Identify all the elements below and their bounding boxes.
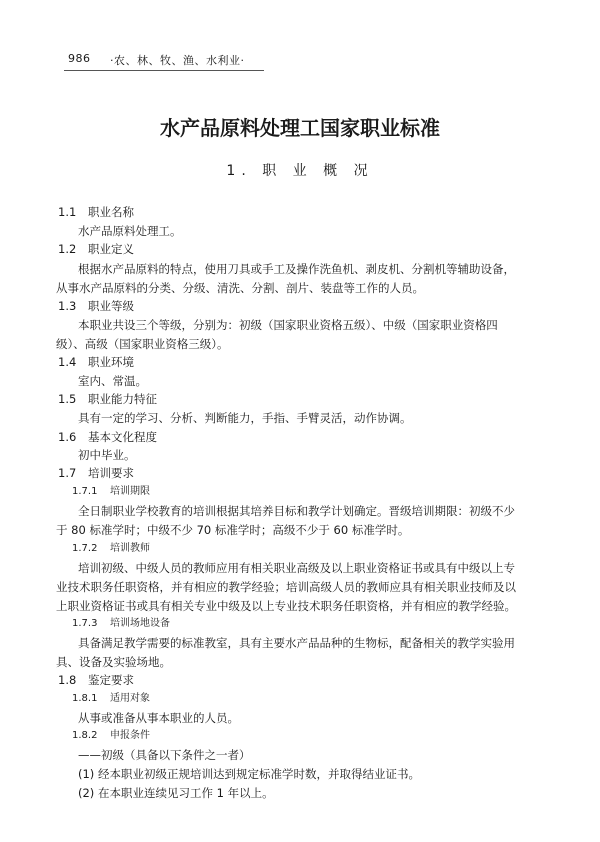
paragraph: 具备满足教学需要的标准教室，具有主要水产品品种的生物标，配备相关的教学实验用 bbox=[78, 636, 515, 650]
paragraph: 水产品原料处理工。 bbox=[78, 224, 182, 238]
paragraph: 根据水产品原料的特点，使用刀具或手工及操作洗鱼机、剥皮机、分割机等辅助设备， bbox=[78, 262, 515, 276]
heading-1-8: 1.8 鉴定要求 bbox=[58, 673, 134, 687]
heading-1-4: 1.4 职业环境 bbox=[58, 355, 134, 369]
paragraph-cont: 具、设备及实验场地。 bbox=[56, 655, 171, 669]
heading-1-7: 1.7 培训要求 bbox=[58, 466, 134, 480]
paragraph-cont: 业技术职务任职资格，并有相应的教学经验；培训高级人员的教师应具有相关职业技师及以 bbox=[56, 580, 516, 594]
page-number: 986 bbox=[68, 52, 91, 65]
paragraph-cont: 上职业资格证书或具有相关专业中级及以上专业技术职务任职资格，并有相应的教学经验。 bbox=[56, 599, 516, 613]
paragraph-cont: 于 80 标准学时；中级不少 70 标准学时；高级不少于 60 标准学时。 bbox=[56, 523, 410, 537]
heading-1-8-1: 1.8.1 适用对象 bbox=[72, 693, 150, 704]
list-item: (1) 经本职业初级正规培训达到规定标准学时数，并取得结业证书。 bbox=[78, 767, 420, 781]
heading-1-6: 1.6 基本文化程度 bbox=[58, 430, 157, 444]
paragraph: 从事或准备从事本职业的人员。 bbox=[78, 711, 239, 725]
paragraph: 培训初级、中级人员的教师应用有相关职业高级及以上职业资格证书或具有中级以上专 bbox=[78, 561, 515, 575]
running-title: ·农、林、牧、渔、水利业· bbox=[110, 54, 245, 67]
paragraph: 初中毕业。 bbox=[78, 448, 136, 462]
heading-1-8-2: 1.8.2 申报条件 bbox=[72, 730, 150, 741]
paragraph: ——初级（具备以下条件之一者） bbox=[78, 748, 251, 762]
heading-1-2: 1.2 职业定义 bbox=[58, 242, 134, 256]
paragraph-cont: 级）、高级（国家职业资格三级）。 bbox=[56, 337, 229, 351]
heading-1-7-2: 1.7.2 培训教师 bbox=[72, 543, 150, 554]
paragraph-cont: 从事水产品原料的分类、分级、清洗、分割、剖片、装盘等工作的人员。 bbox=[56, 281, 424, 295]
heading-1-3: 1.3 职业等级 bbox=[58, 299, 134, 313]
document-title: 水产品原料处理工国家职业标准 bbox=[160, 116, 440, 140]
paragraph: 本职业共设三个等级，分别为：初级（国家职业资格五级）、中级（国家职业资格四 bbox=[78, 318, 498, 332]
heading-1-7-3: 1.7.3 培训场地设备 bbox=[72, 618, 170, 629]
heading-1-1: 1.1 职业名称 bbox=[58, 205, 134, 219]
paragraph: 室内、常温。 bbox=[78, 374, 147, 388]
paragraph: 具有一定的学习、分析、判断能力，手指、手臂灵活，动作协调。 bbox=[78, 411, 412, 425]
heading-1-7-1: 1.7.1 培训期限 bbox=[72, 486, 150, 497]
paragraph: 全日制职业学校教育的培训根据其培养目标和教学计划确定。晋级培训期限：初级不少 bbox=[78, 504, 515, 518]
list-item: (2) 在本职业连续见习工作 1 年以上。 bbox=[78, 786, 274, 800]
section-title: 1. 职 业 概 况 bbox=[226, 163, 374, 179]
page-header bbox=[64, 48, 264, 71]
heading-1-5: 1.5 职业能力特征 bbox=[58, 392, 157, 406]
